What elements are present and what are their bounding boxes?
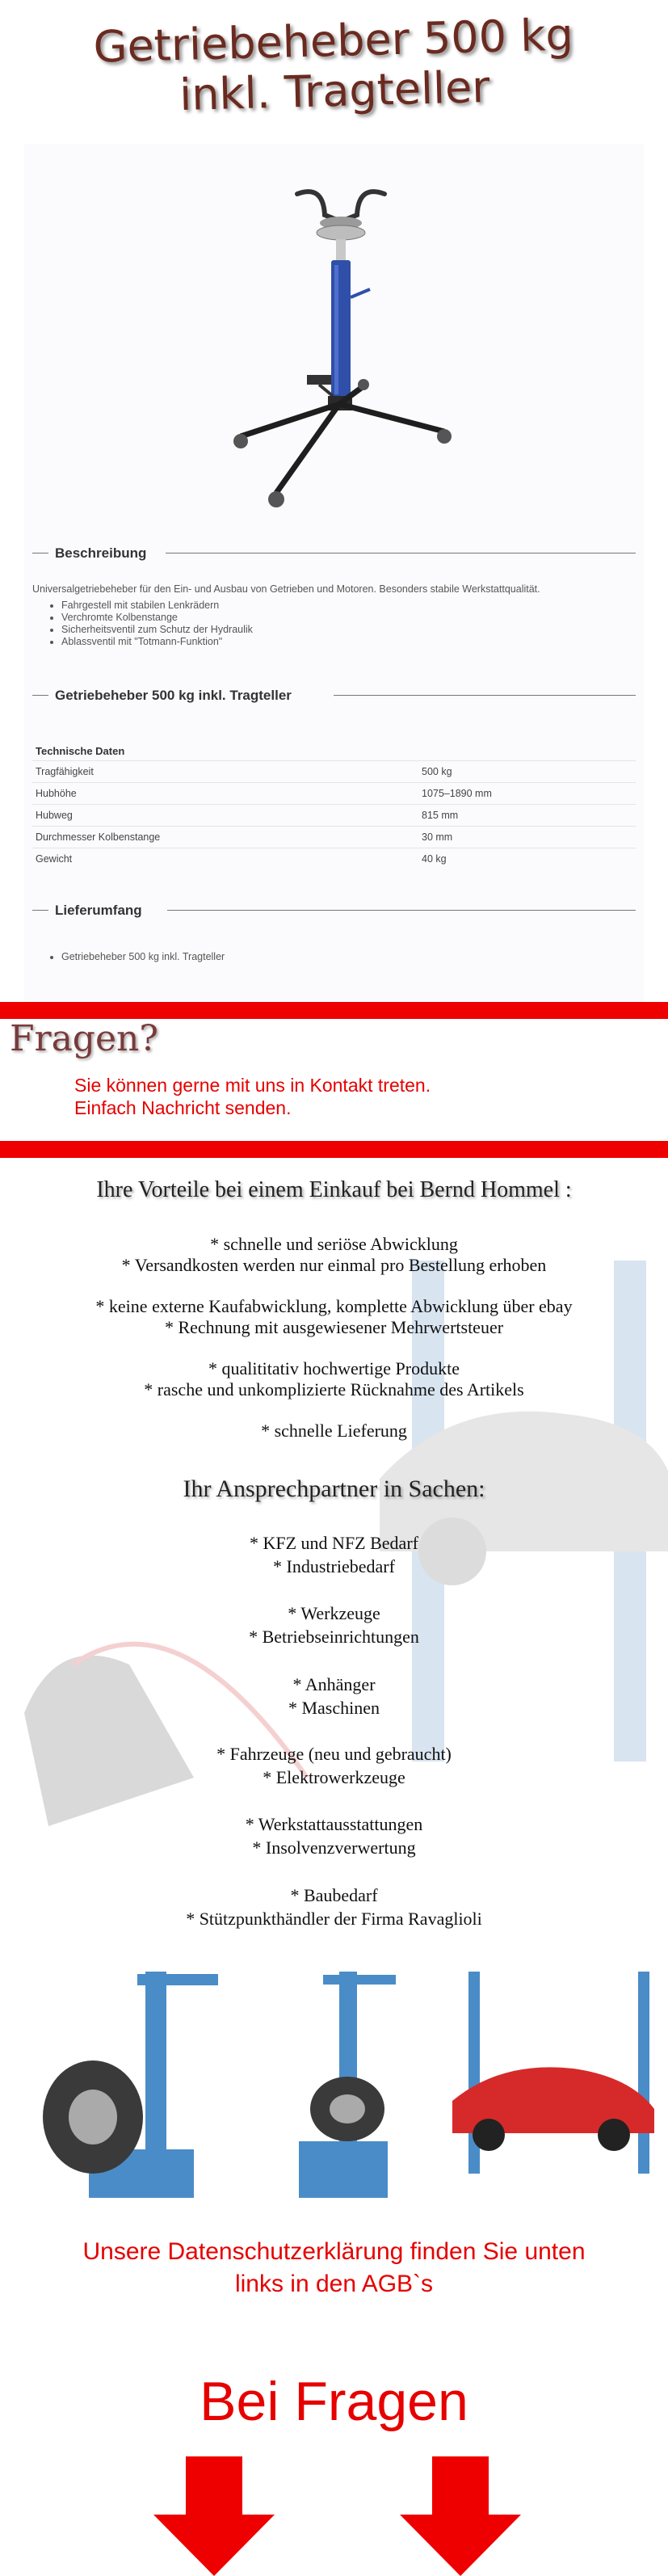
- partner-line: * Industriebedarf: [273, 1556, 395, 1576]
- bei-fragen-heading: Bei Fragen: [200, 2371, 468, 2432]
- table-row: Tragfähigkeit 500 kg: [32, 761, 636, 783]
- title-line-1: Getriebeheber 500 kg: [92, 9, 574, 73]
- specs-table: [32, 760, 636, 869]
- table-row: Hubhöhe 1075–1890 mm: [32, 783, 636, 805]
- page-title: [0, 7, 668, 125]
- wheel-balancer-image: [299, 1972, 396, 2198]
- description-text: Universalgetriebeheber für den Ein- und Ausbau von Getrieben und Motoren. Besonders stabile Werkstattqualität.: [32, 583, 540, 595]
- section-label: Getriebeheber 500 kg inkl. Tragteller: [55, 688, 292, 703]
- benefit-line: * Rechnung mit ausgewiesener Mehrwertsteuer: [164, 1317, 504, 1337]
- list-item: • Verchromte Kolbenstange: [61, 612, 253, 624]
- red-divider-top: [0, 1002, 668, 1019]
- transmission-jack-image: [24, 144, 644, 535]
- product-image-area: [24, 144, 644, 535]
- partner-line: * Elektrowerkzeuge: [263, 1767, 405, 1787]
- delivery-list: [48, 951, 225, 962]
- section-heading-specs: [32, 685, 636, 705]
- partner-line: * Werkzeuge: [288, 1603, 380, 1623]
- partner-line: * Stützpunkthändler der Firma Ravaglioli: [186, 1909, 482, 1929]
- privacy-line-2: links in den AGB`s: [234, 2271, 434, 2297]
- car-lift-image: [452, 1972, 654, 2174]
- partner-title: Ihr Ansprechpartner in Sachen:: [183, 1475, 485, 1502]
- table-row: Hubweg 815 mm: [32, 805, 636, 827]
- section-heading-beschreibung: [32, 543, 636, 562]
- list-item: • Ablassventil mit "Totmann-Funktion": [61, 636, 253, 648]
- questions-title: Fragen?: [10, 1018, 158, 1059]
- tire-changer-image: [43, 1972, 218, 2198]
- partner-line: * KFZ und NFZ Bedarf: [250, 1533, 418, 1553]
- title-line-2: inkl. Tragteller: [179, 61, 491, 121]
- questions-line-2: Einfach Nachricht senden.: [74, 1097, 292, 1118]
- arrow-down-icon: [400, 2456, 521, 2576]
- table-row: Gewicht 40 kg: [32, 848, 636, 870]
- section-label: Beschreibung: [55, 545, 147, 561]
- red-divider-bottom: [0, 1141, 668, 1158]
- feature-list: [48, 600, 253, 648]
- table-row: Durchmesser Kolbenstange 30 mm: [32, 827, 636, 848]
- section-heading-lieferumfang: [32, 900, 636, 920]
- benefit-line: * rasche und unkomplizierte Rücknahme des Artikels: [144, 1379, 524, 1400]
- partner-line: * Baubedarf: [290, 1885, 378, 1905]
- benefits-title: Ihre Vorteile bei einem Einkauf bei Bernd Hommel :: [96, 1177, 572, 1202]
- specs-table-title: Technische Daten: [36, 745, 125, 757]
- questions-line-1: Sie können gerne mit uns in Kontakt treten.: [74, 1075, 431, 1096]
- description-panel: [24, 535, 644, 1002]
- partner-line: * Fahrzeuge (neu und gebraucht): [216, 1744, 452, 1764]
- partner-line: * Anhänger: [292, 1674, 376, 1694]
- arrow-down-icon: [153, 2456, 275, 2576]
- benefit-line: * schnelle und seriöse Abwicklung: [210, 1234, 458, 1254]
- partner-line: * Betriebseinrichtungen: [249, 1627, 419, 1647]
- partner-line: * Maschinen: [288, 1698, 380, 1718]
- equipment-images: [16, 1947, 654, 2214]
- benefit-line: * Versandkosten werden nur einmal pro Bestellung erhoben: [121, 1255, 547, 1275]
- privacy-line-1: Unsere Datenschutzerklärung finden Sie unten: [82, 2238, 586, 2265]
- benefit-line: * qualititativ hochwertige Produkte: [208, 1358, 460, 1378]
- benefit-line: * keine externe Kaufabwicklung, komplette Abwicklung über ebay: [95, 1296, 573, 1316]
- benefit-line: * schnelle Lieferung: [261, 1421, 407, 1441]
- section-label: Lieferumfang: [55, 903, 142, 918]
- list-item: • Getriebeheber 500 kg inkl. Tragteller: [61, 951, 225, 962]
- partner-line: * Insolvenzverwertung: [252, 1837, 416, 1858]
- partner-line: * Werkstattausstattungen: [245, 1814, 423, 1834]
- list-item: • Fahrgestell mit stabilen Lenkrädern: [61, 600, 253, 612]
- list-item: • Sicherheitsventil zum Schutz der Hydraulik: [61, 624, 253, 636]
